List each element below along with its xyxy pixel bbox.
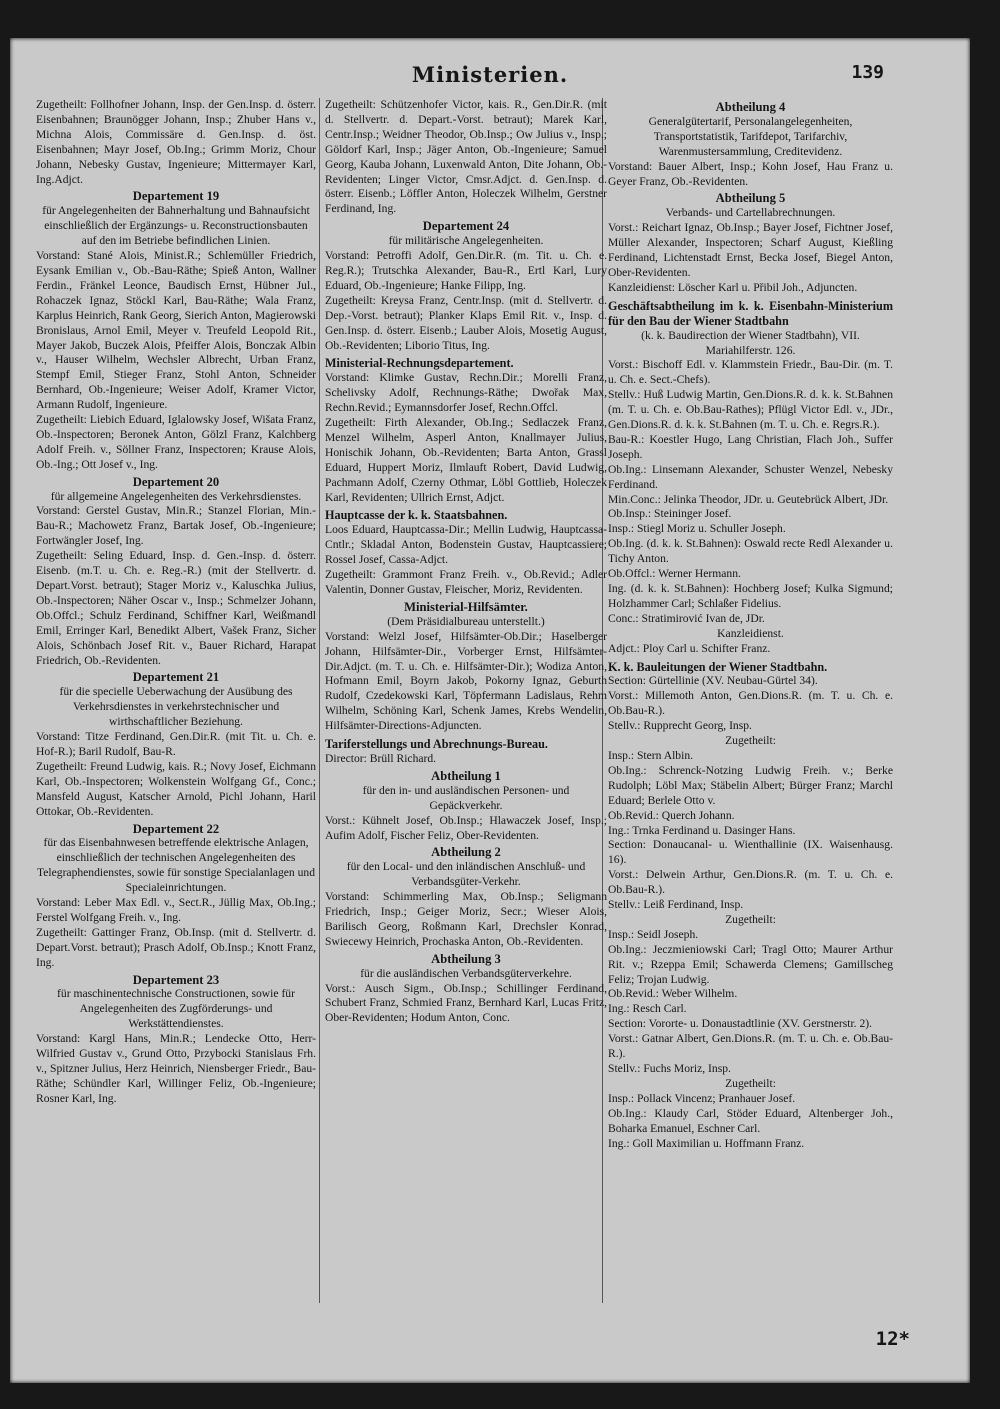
entry-paragraph: Section: Donaucanal- u. Wienthallinie (IX. Waisenhausg. 16). [608, 838, 893, 867]
entry-paragraph: Ing.: Goll Maximilian u. Hoffmann Franz. [608, 1136, 805, 1150]
section-subtitle: für allgemeine Angelegenheiten des Verkehrsdienstes. [50, 489, 302, 503]
section-subtitle: für das Eisenbahnwesen betreffende elektrische Anlagen, einschließlich der technischen Angelegenheiten des Telegraphendienstes, sowie für sonstige Specialanlagen und Specialeinrichtungen. [36, 836, 315, 895]
entry-paragraph: Zugetheilt: Follhofner Johann, Insp. der Gen.Insp. d. österr. Eisenbahnen; Braunögger Johann, Insp.; Zhuber Hans v., Michna Alois, Commissäre d. Gen.Insp. d. öst. Eisenbahnen; Mayr Josef, Ob.Ing.; Grimm Moriz, Chour Johann, Nebesky Gustav, Ingenieure; Mittermayer Karl, Ing.Adjct. [36, 98, 316, 186]
section-heading: Departement 21 [132, 670, 220, 685]
section-heading: Abtheilung 5 [715, 191, 786, 206]
entry-paragraph: Ob.Ing.: Jeczmieniowski Carl; Tragl Otto; Maurer Arthur Rit. v.; Rzeppa Emil; Schawerda Clemens; Gamillscheg Feliz; Trojan Ludwig. [608, 942, 893, 986]
entry-paragraph: Ob.Insp.: Steininger Josef. [608, 507, 732, 521]
entry-paragraph: Vorstand: Klimke Gustav, Rechn.Dir.; Morelli Franz, Schelivsky Adolf, Rechnungs-Räthe; Dwořak Max, Rechn.Revid.; Eymannsdorfer Josef, Rechn.Offcl. [325, 371, 607, 415]
entry-paragraph: Zugetheilt: Kreysa Franz, Centr.Insp. (mit d. Stellvertr. d. Dep.-Vorst. betraut); Planker Klaps Emil Rit. v., Insp. d. Gen.Insp. d. österr. Eisenb.; Lauber Alois, Mosetig August, Ob.-Revidenten; Liborio Titus, Ing. [325, 293, 607, 352]
office-heading: Ministerial-Rechnungsdepartement. [325, 356, 514, 371]
section-subtitle: für die ausländischen Verbandsgüterverkehre. [360, 966, 572, 980]
office-heading: Hauptcasse der k. k. Staatsbahnen. [325, 508, 508, 523]
office-heading: Tariferstellungs und Abrechnungs-Bureau. [325, 737, 548, 752]
entry-paragraph: Vorstand: Stané Alois, Minist.R.; Schlemüller Friedrich, Eysank Emilian v., Ob.-Bau-Räthe; Spieß Anton, Wallner Ferdin., Fränkel Leonce, Baudisch Ernst, Hübner Jul., Rohaczek Ignaz, Stöckl Karl, Bau-Räthe; Wala Franz, Karplus Heinrich, Rank Georg, Sierich Anton, Magierowski Bronislaus, Arnol Emil, Meyer v. Treufeld Leopold Rit., Mayer Jakob, Buczek Alois, Pfeiffer Alois, Bonczak Albin v., Hauser Wilhelm, Wechsler Albrecht, Urban Franz, Stempf Emil, Stieger Franz, Stohl Anton, Schneider Bernhard, Ob.-Ingenieure; Weiser Adolf, Kramer Victor, Armann Rudolf, Ingenieure. [36, 249, 316, 412]
entry-paragraph: Ob.Ing.: Linsemann Alexander, Schuster Wenzel, Nebesky Ferdinand. [608, 462, 893, 491]
section-subtitle: für maschinentechnische Constructionen, sowie für Angelegenheiten des Zugförderungs- und Werkstättendienstes. [57, 987, 295, 1031]
entry-paragraph: Conc.: Stratimirović Ivan de, JDr. [608, 611, 765, 625]
section-subtitle: für den Local- und den inländischen Anschluß- und Verbandsgüter-Verkehr. [346, 860, 586, 889]
entry-paragraph: Vorst.: Ausch Sigm., Ob.Insp.; Schillinger Ferdinand, Schubert Franz, Schmied Franz, Bernhard Karl, Lucas Fritz, Ober-Revidenten; Hodum Anton, Conc. [325, 981, 607, 1025]
entry-paragraph: Kanzleidienst: Löscher Karl u. Přibil Joh., Adjuncten. [608, 280, 858, 294]
entry-paragraph: Vorstand: Bauer Albert, Insp.; Kohn Josef, Hau Franz u. Geyer Franz, Ob.-Revidenten. [608, 159, 893, 188]
page [10, 38, 970, 1383]
section-subtitle: für den in- und ausländischen Personen- und Gepäckverkehr. [362, 783, 570, 812]
entry-paragraph: Vorstand: Leber Max Edl. v., Sect.R., Jüllig Max, Ob.Ing.; Ferstel Wolfgang Freih. v., Ing. [36, 896, 316, 924]
entry-paragraph: Vorst.: Delwein Arthur, Gen.Dions.R. (m. T. u. Ch. e. Ob.Bau-R.). [608, 868, 893, 897]
entry-paragraph: Zugetheilt: Freund Ludwig, kais. R.; Novy Josef, Eichmann Karl, Ob.-Inspectoren; Wolkenstein Wolfgang Gf., Conc.; Mansfeld August, Katscher Arnold, Pichl Johann, Haril Ottokar, Ob.-Revidenten. [36, 759, 316, 818]
section-heading: Abtheilung 1 [431, 768, 501, 783]
section-heading: Departement 20 [132, 474, 220, 489]
entry-paragraph: Section: Gürtellinie (XV. Neubau-Gürtel 34). [608, 674, 818, 688]
entry-paragraph: Adjct.: Ploy Carl u. Schifter Franz. [608, 641, 771, 655]
entry-paragraph: Stellv.: Huß Ludwig Martin, Gen.Dions.R. d. k. k. St.Bahnen (m. T. u. Ch. e. Ob.Bau-Rathes); Pflügl Victor Edl. v., JDr., Gen.Dions.R. d. k. k. St.Bahnen (m. T. u. Ch. e. Regrs.R.). [608, 388, 893, 432]
entry-paragraph: Stellv.: Leiß Ferdinand, Insp. [608, 898, 744, 912]
entry-paragraph: Insp.: Stern Albin. [608, 748, 694, 762]
entry-paragraph: Ob.Revid.: Weber Wilhelm. [608, 987, 738, 1001]
entry-paragraph: Ob.Ing.: Schrenck-Notzing Ludwig Freih. v.; Berke Rudolph; Löbl Max; Stäbelin Albert; Bürger Franz; Marchl Eduard; Berlele Otto v. [608, 763, 893, 807]
entry-paragraph: Zugetheilt: Schützenhofer Victor, kais. R., Gen.Dir.R. (mit d. Stellvertr. d. Depart.-Vorst. betraut); Marek Karl, Centr.Insp.; Weidner Theodor, Ob.Insp.; Ow Julius v., Insp.; Göldorf Karl, Insp.; Jäger Anton, Ob.-Ingenieure; Samuel Georg, Kauba Johann, Luxenwald Anton, Dite Johann, Ob.-Revidenten; Linger Victor, Cmsr.Adjct. d. Gen.Insp. d. österr. Eisenb.; Löffler Anton, Holeczek Wilhelm, Gerstner Ferdinand, Ing. [325, 98, 607, 216]
entry-paragraph: Vorstand: Petroffi Adolf, Gen.Dir.R. (m. Tit. u. Ch. e. Reg.R.); Trutschka Alexander, Bau-R., Ertl Karl, Lury Eduard, Ob.-Ingenieure; Hanke Filipp, Ing. [325, 249, 607, 292]
section-heading: Abtheilung 4 [715, 100, 786, 114]
entry-paragraph: Ob.Revid.: Querch Johann. [608, 808, 735, 822]
office-heading: Geschäftsabtheilung im k. k. Eisenbahn-Ministerium für den Bau der Wiener Stadtbahn [608, 298, 893, 328]
entry-paragraph: Zugetheilt: Grammont Franz Freih. v., Ob.Revid.; Adler Valentin, Donner Gustav, Fleischer, Moriz, Revidenten. [325, 568, 607, 596]
entry-paragraph: Insp.: Pollack Vincenz; Pranhauer Josef. [608, 1091, 796, 1105]
page-header [10, 62, 970, 88]
entry-paragraph: Ing. (d. k. k. St.Bahnen): Hochberg Josef; Kulka Sigmund; Holzhammer Carl; Schlaßer Fidelius. [608, 582, 893, 610]
section-subtitle: (Dem Präsidialbureau unterstellt.) [387, 614, 545, 628]
entry-paragraph: Vorst.: Millemoth Anton, Gen.Dions.R. (m. T. u. Ch. e. Ob.Bau-R.). [608, 689, 893, 718]
section-heading: Departement 23 [132, 972, 220, 987]
section-subtitle: für militärische Angelegenheiten. [388, 234, 544, 248]
page-number: 139 [851, 62, 884, 83]
entry-paragraph: Section: Vororte- u. Donaustadtlinie (XV. Gerstnerstr. 2). [608, 1017, 873, 1031]
entry-paragraph: Ing.: Resch Carl. [608, 1002, 687, 1016]
entry-paragraph: Stellv.: Fuchs Moriz, Insp. [608, 1062, 731, 1075]
entry-paragraph: Ing.: Trnka Ferdinand u. Dasinger Hans. [608, 823, 796, 837]
sheet-signature: 12* [875, 1328, 910, 1350]
entry-paragraph: Vorstand: Welzl Josef, Hilfsämter-Ob.Dir.; Haselberger Johann, Hilfsämter-Dir., Vorberger Ernst, Hilfsämter-Dir.Adjct. (m. T. u. Ch. e. Hilfsämter-Dir.); Wodiza Anton, Hofmann Emil, Boyrn Jakob, Pokorny Ignaz, Geburth Rudolf, Czedekowski Karl, Töpfermann Ladislaus, Rehm Wilhelm, Schöning Karl, Schenk James, Krebs Wendelin, Hilfsämter-Directions-Adjuncten. [325, 629, 607, 733]
section-subtitle: Kanzleidienst. [717, 626, 784, 640]
section-subtitle: (k. k. Baudirection der Wiener Stadtbahn), VII. Mariahilferstr. 126. [641, 328, 860, 357]
entry-paragraph: Zugetheilt: Firth Alexander, Ob.Ing.; Sedlaczek Franz, Menzel Wilhelm, Asperl Anton, Knallmayer Julius, Honischik Johann, Ob.-Revidenten; Barta Anton, Grassl Eduard, Huppert Moriz, Ilmlauft Robert, David Ludwig, Pachmann Adolf, Czerny Othmar, Löbl Gottlieb, Holeczek Karl, Revidenten; Ullrich Ernst, Adjct. [325, 416, 607, 504]
section-subtitle: für die specielle Ueberwachung der Ausübung des Verkehrsdienstes in verkehrstechnischer und wirthschaftlicher Beziehung. [59, 685, 293, 729]
entry-paragraph: Loos Eduard, Hauptcassa-Dir.; Mellin Ludwig, Hauptcassa-Cntlr.; Skladal Anton, Bodenstein Gustav, Hauptcassiere; Rossel Josef, Cassa-Adjct. [325, 523, 607, 567]
column-divider [319, 98, 320, 1303]
entry-paragraph: Zugetheilt: Seling Eduard, Insp. d. Gen.-Insp. d. österr. Eisenb. (m.T. u. Ch. e. Reg.-R.) (mit der Stellvertr. d. Depart.Vorst. betraut); Stager Moriz v., Kaluschka Julius, Ob.-Inspectoren; Näher Oscar v., Insp.; Schmelzer Johann, Ob.Offcl.; Schulz Ferdinand, Schiffner Karl, Weißmandl Emil, Erringer Karl, Benedikt Albert, Vašek Franz, Sicher Alois, Schönbach Josef Rit. v., Bauer Richard, Harapat Friedrich, Ob.-Revidenten. [36, 549, 316, 667]
entry-paragraph: Vorst.: Reichart Ignaz, Ob.Insp.; Bayer Josef, Fichtner Josef, Müller Alexander, Inspectoren; Scharf August, Kießling Ferdinand, Lichtenstadt Ernst, Becka Josef, Biegel Anton, Ober-Revidenten. [608, 221, 893, 279]
section-heading: Ministerial-Hilfsämter. [404, 599, 528, 614]
entry-paragraph: Zugetheilt: Liebich Eduard, Iglalowsky Josef, Wišata Franz, Ob.-Inspectoren; Beronek Anton, Gölzl Franz, Kalchberg Adolf Freih. v., Söllner Franz, Inspectoren; Krause Alois, Ob.-Ing.; Ott Josef v., Ing. [36, 413, 316, 471]
section-subtitle: für Angelegenheiten der Bahnerhaltung und Bahnaufsicht einschließlich der Ergänzungs- u. Reconstructionsbauten auf den im Betriebe befindlichen Linien. [42, 204, 310, 248]
section-subtitle: Zugetheilt: [725, 912, 776, 926]
entry-paragraph: Ob.Offcl.: Werner Hermann. [608, 567, 741, 581]
page-title: Ministerien. [411, 62, 569, 87]
column-3 [608, 98, 893, 1151]
column-1 [36, 98, 316, 1107]
entry-paragraph: Ob.Ing.: Klaudy Carl, Stöder Eduard, Altenberger Joh., Boharka Emanuel, Eschner Carl. [608, 1106, 893, 1135]
entry-paragraph: Vorst.: Kühnelt Josef, Ob.Insp.; Hlawaczek Josef, Insp.; Aufim Adolf, Fischer Feliz, Ober-Revidenten. [325, 813, 607, 842]
entry-paragraph: Insp.: Seidl Joseph. [608, 927, 699, 941]
entry-paragraph: Bau-R.: Koestler Hugo, Lang Christian, Flach Joh., Suffer Joseph. [608, 432, 893, 461]
section-heading: Departement 19 [132, 189, 220, 204]
entry-paragraph: Zugetheilt: Gattinger Franz, Ob.Insp. (mit d. Stellvertr. d. Depart.Vorst. betraut); Prasch Adolf, Ob.Insp.; Knott Franz, Ing. [36, 925, 316, 969]
section-subtitle: Generalgütertarif, Personalangelegenheiten, Transportstatistik, Tarifdepot, Tarifarchiv, Warenmustersammlung, Creditevidenz. [648, 114, 853, 158]
entry-paragraph: Min.Conc.: Jelinka Theodor, JDr. u. Geutebrück Albert, JDr. [608, 492, 889, 506]
section-subtitle: Verbands- und Cartellabrechnungen. [665, 206, 836, 220]
entry-paragraph: Vorstand: Schimmerling Max, Ob.Insp.; Seligmann Friedrich, Insp.; Geiger Moriz, Secr.; Wieser Alois, Barilisch Georg, Roßmann Karl, Drechsler Konrad, Swiecewy Heinrich, Prochaska Anton, Ob.-Revidenten. [325, 890, 607, 948]
entry-paragraph: Stellv.: Rupprecht Georg, Insp. [608, 719, 752, 733]
entry-paragraph: Ob.Ing. (d. k. k. St.Bahnen): Oswald recte Redl Alexander u. Tichy Anton. [608, 537, 893, 566]
entry-paragraph: Vorst.: Bischoff Edl. v. Klammstein Friedr., Bau-Dir. (m. T. u. Ch. e. Sect.-Chefs). [608, 358, 893, 387]
entry-paragraph: Vorstand: Gerstel Gustav, Min.R.; Stanzel Florian, Min.-Bau-R.; Machowetz Franz, Bartak Josef, Ob.-Ingenieure; Fortwängler Josef, Ing. [36, 504, 316, 548]
office-heading: K. k. Bauleitungen der Wiener Stadtbahn. [608, 659, 828, 674]
column-2 [325, 98, 607, 1026]
entry-paragraph: Vorstand: Titze Ferdinand, Gen.Dir.R. (mit Tit. u. Ch. e. Hof-R.); Baril Rudolf, Bau-R. [36, 730, 316, 758]
section-heading: Departement 22 [132, 821, 220, 836]
section-subtitle: Zugetheilt: [725, 734, 776, 748]
section-heading: Departement 24 [422, 219, 510, 234]
entry-paragraph: Director: Brüll Richard. [325, 751, 437, 765]
entry-paragraph: Vorst.: Gatnar Albert, Gen.Dions.R. (m. T. u. Ch. e. Ob.Bau-R.). [608, 1032, 893, 1061]
section-subtitle: Zugetheilt: [725, 1076, 776, 1090]
entry-paragraph: Insp.: Stiegl Moriz u. Schuller Joseph. [608, 522, 786, 536]
entry-paragraph: Vorstand: Kargl Hans, Min.R.; Lendecke Otto, Herr-Wilfried Gustav v., Grund Otto, Przybocki Stanislaus Frh. v., Spitzner Julius, Herz Heinrich, Niensberger Friedr., Bau-Räthe; Schündler Karl, Willinger Feliz, Ob.-Ingenieure; Rosner Karl, Ing. [36, 1032, 316, 1105]
section-heading: Abtheilung 2 [431, 845, 501, 860]
section-heading: Abtheilung 3 [431, 951, 501, 966]
